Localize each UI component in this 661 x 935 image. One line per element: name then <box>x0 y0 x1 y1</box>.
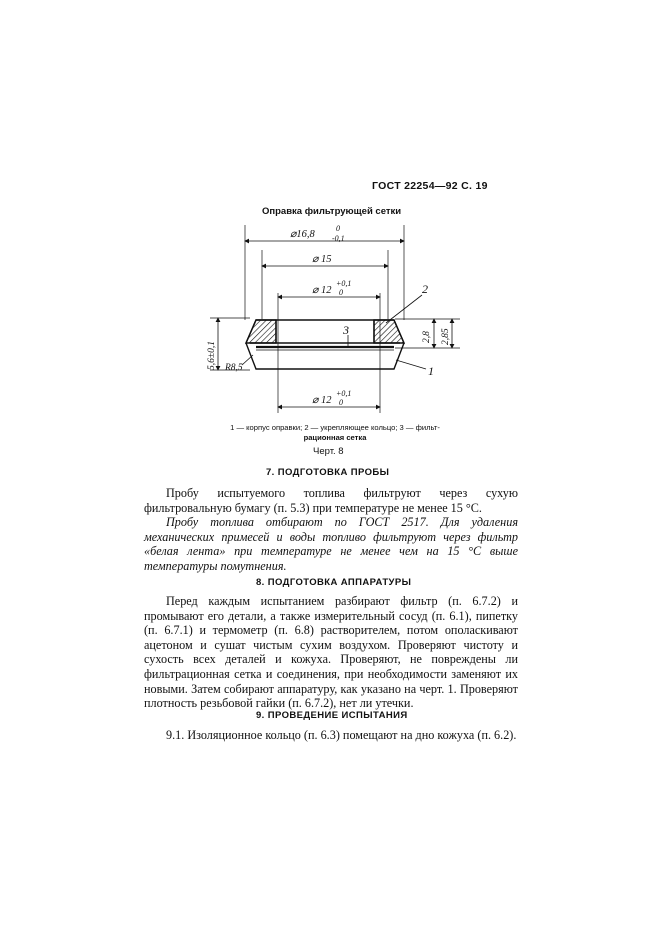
dim-h2: 2,85 <box>441 328 451 345</box>
dim-h1: 2,8 <box>422 331 432 343</box>
figure-title: Оправка фильтрующей сетки <box>262 206 402 217</box>
section-8-heading: 8. ПОДГОТОВКА АППАРАТУРЫ <box>256 577 412 588</box>
caption-line-1: 1 — корпус оправки; 2 — укрепляющее кольцо; 3 — фильт- <box>230 423 440 432</box>
dim-inner-top: ⌀ 12 <box>312 285 332 296</box>
section-7-paragraph-2: Пробу топлива отбирают по ГОСТ 2517. Для удаления механических примесей и воды топливо фильтруют через фильтр «белая лента» при температуре не менее чем на 15 °С выше температуры помутнения. <box>144 515 518 573</box>
section-7-paragraph-1: Пробу испытуемого топлива фильтруют через сухую фильтровальную бумагу (п. 5.3) при температуре не менее 15 °С. <box>144 486 518 515</box>
figure-number: Черт. 8 <box>313 446 344 457</box>
section-9-paragraph-1: 9.1. Изоляционное кольцо (п. 6.3) помещают на дно кожуха (п. 6.2). <box>166 728 517 742</box>
callout-1: 1 <box>428 364 434 378</box>
section-8-body <box>144 594 518 711</box>
dim-outer-tol-bottom: -0,1 <box>332 234 345 243</box>
technical-drawing <box>190 215 480 425</box>
section-9-body <box>144 728 518 743</box>
running-header: ГОСТ 22254—92 С. 19 <box>372 180 488 192</box>
dim-radius: R8,5 <box>225 363 243 373</box>
dim-inner-top-tol-top: +0,1 <box>336 279 352 288</box>
section-9-heading: 9. ПРОВЕДЕНИЕ ИСПЫТАНИЯ <box>256 710 408 721</box>
callout-2: 2 <box>422 282 428 296</box>
dim-inner-bottom-tol-top: +0,1 <box>336 389 352 398</box>
section-7-heading: 7. ПОДГОТОВКА ПРОБЫ <box>266 467 390 478</box>
dim-inner-bottom-tol-bottom: 0 <box>339 398 343 407</box>
dim-inner-bottom: ⌀ 12 <box>312 395 332 406</box>
dim-inner-top-tol-bottom: 0 <box>339 288 343 297</box>
section-7-body <box>144 486 518 574</box>
callout-3: 3 <box>343 323 349 337</box>
dimension-lines <box>210 241 460 407</box>
dim-outer: ⌀16,8 <box>290 229 315 240</box>
dim-mid: ⌀ 15 <box>312 254 332 265</box>
caption-line-2: рационная сетка <box>303 433 367 442</box>
dim-outer-tol-top: 0 <box>336 224 340 233</box>
figure-caption <box>200 423 470 443</box>
section-8-paragraph-1: Перед каждым испытанием разбирают фильтр (п. 6.7.2) и промывают его детали, а также измерительный сосуд (п. 6.1), пипетку (п. 6.7.1) и термометр (п. 6.8) растворителем, потом ополаскивают ацетоном и сушат чистым сухим воздухом. Проверяют чистоту и сухость всех деталей и кожуха. Проверяют, не повреждены ли фильтрационная сетка и соединения, при необходимости заменяют их новыми. Затем собирают аппаратуру, как указано на черт. 1. Проверяют плотность резьбовой гайки (п. 6.7.2), нет ли утечки. <box>144 594 518 711</box>
dim-height: 5,6±0,1 <box>207 341 217 370</box>
